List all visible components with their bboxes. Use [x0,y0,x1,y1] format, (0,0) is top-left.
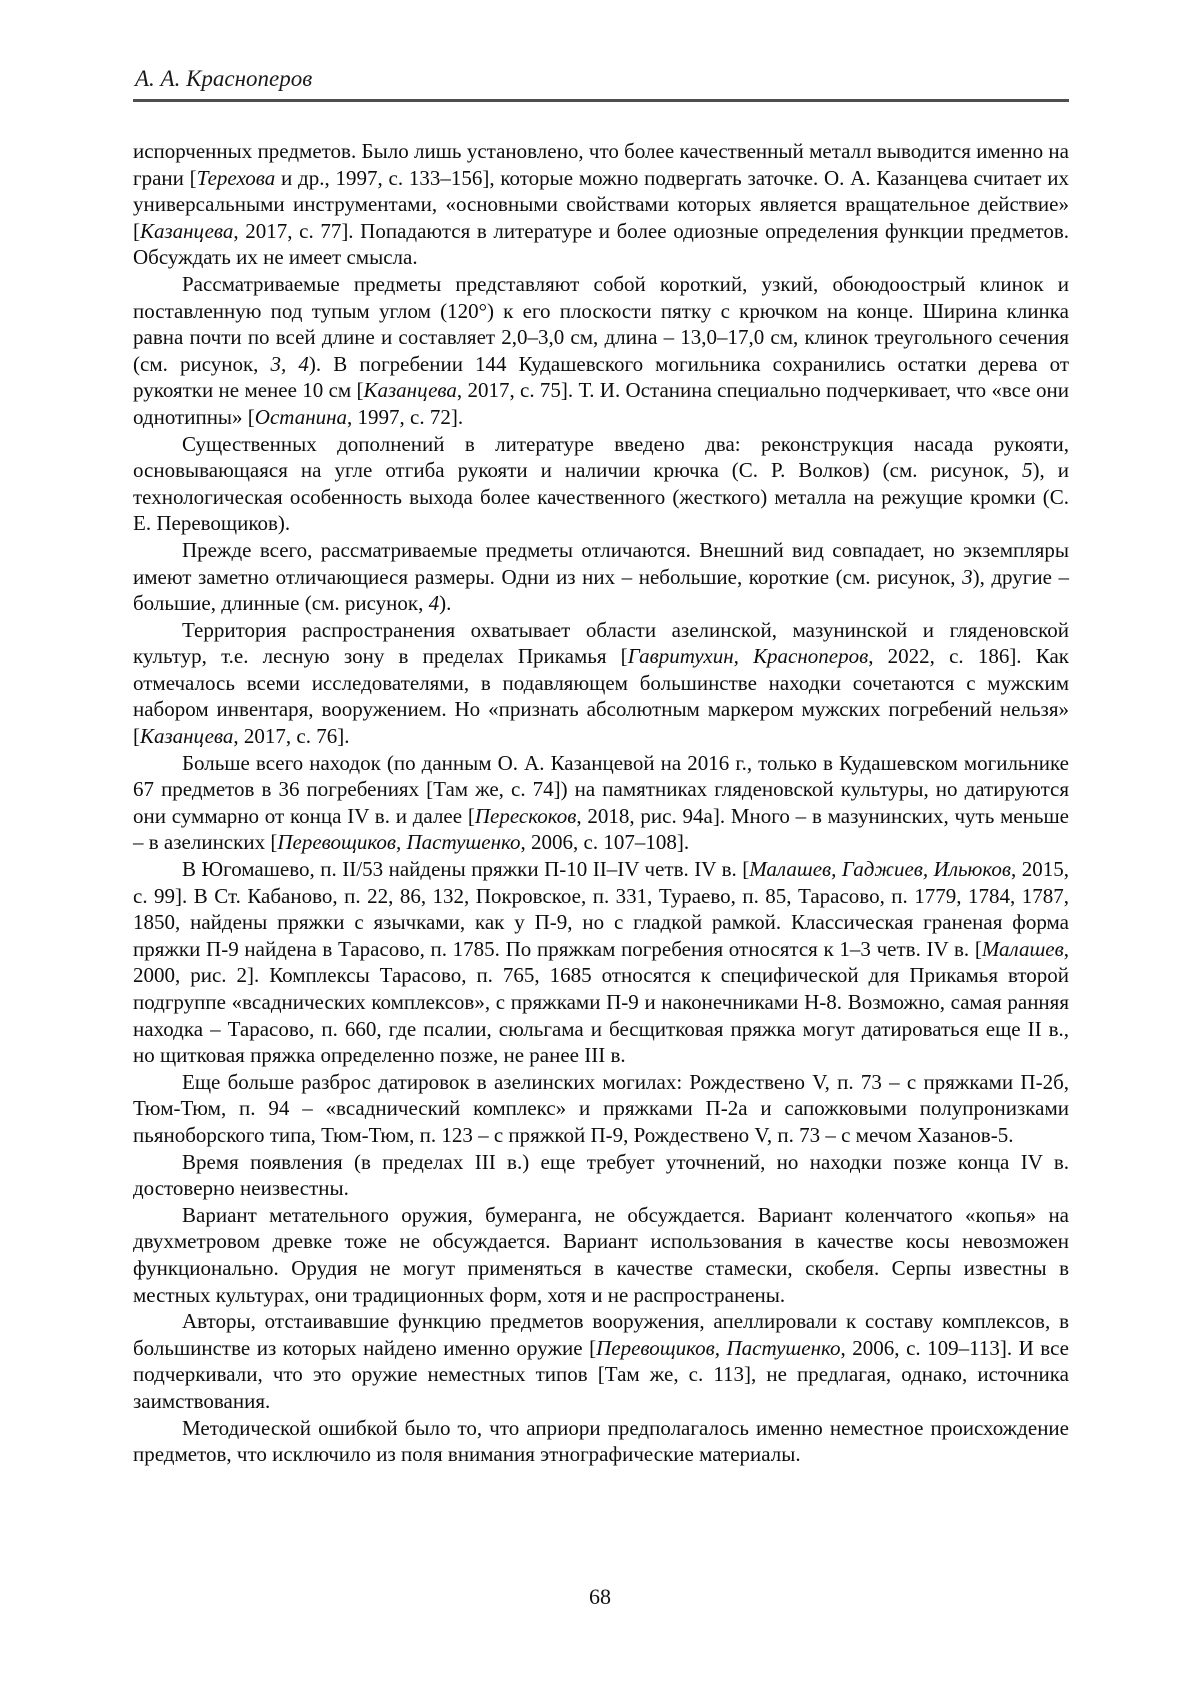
paragraph: В Югомашево, п. II/53 найдены пряжки П-10 II–IV четв. IV в. [Малашев, Гаджиев, Ильюков, 2015, с. 99]. В Ст. Кабаново, п. 22, 86, 132, Покровское, п. 331, Тураево, п. 85, Тарасово, п. 1779, 1784, 1787, 1850, найдены пряжки с язычками, как у П-9, но с гладкой рамкой. Классическая граненая форма пряжки П-9 найдена в Тарасово, п. 1785. По пряжкам погребения относятся к 1–3 четв. IV в. [Малашев, 2000, рис. 2]. Комплексы Тарасово, п. 765, 1685 относятся к специфической для Прикамья второй подгруппе «всаднических комплексов», с пряжками П-9 и наконечниками Н-8. Возможно, самая ранняя находка – Тарасово, п. 660, где псалии, сюльгама и бесщитковая пряжка могут датироваться еще II в., но щитковая пряжка определенно позже, не ранее III в. [133,857,1070,1068]
paragraph: Вариант метательного оружия, бумеранга, не обсуждается. Вариант коленчатого «копья» на двухметровом древке тоже не обсуждается. Вариант использования в качестве косы невозможен функционально. Орудия не могут применяться в качестве стамески, скобеля. Серпы известны в местных культурах, они традиционных форм, хотя и не распространены. [133,1202,1069,1307]
italic-citation-text: Малашев [981,936,1064,961]
italic-citation-text: Перевощиков, Пастушенко [277,830,521,855]
page-footer [0,1584,1200,1610]
italic-citation-text: 3 [962,564,973,589]
paragraph: испорченных предметов. Было лишь установлено, что более качественный металл выводится именно на грани [Терехова и др., 1997, с. 133–156], которые можно подвергать заточке. О. А. Казанцева считает их универсальными инструментами, «основными свойствами которых является вращательное действие» [Казанцева, 2017, с. 77]. Попадаются в литературе и более одиозные определения функции предметов. Обсуждать их не имеет смысла. [133,139,1069,270]
paragraph: Территория распространения охватывает области азелинской, мазунинской и гляденовской культур, т.е. лесную зону в пределах Прикамья [Гавритухин, Красноперов, 2022, с. 186]. Как отмечалось всеми исследователями, в подавляющем большинстве находки сочетаются с мужским набором инвентаря, вооружением. Но «признать абсолютным маркером мужских погребений нельзя» [Казанцева, 2017, с. 76]. [133,617,1069,749]
italic-citation-text: 5 [1022,458,1033,483]
italic-citation-text: Перескоков [474,803,577,828]
paragraph: Методической ошибкой было то, что априори предполагалось именно неместное происхождение предметов, что исключило из поля внимания этнографические материалы. [133,1415,1069,1467]
italic-citation-text: Перевощиков, Пастушенко [596,1335,841,1360]
page-number: 68 [589,1584,611,1609]
running-header [133,66,1069,102]
italic-citation-text: Казанцева [140,218,234,243]
italic-citation-text: Гавритухин, Красноперов [627,644,869,669]
paragraph: Прежде всего, рассматриваемые предметы отличаются. Внешний вид совпадает, но экземпляры имеют заметно отличающиеся размеры. Одни из них – небольшие, короткие (см. рисунок, 3), другие – большие, длинные (см. рисунок, 4). [133,537,1070,616]
header-rule [133,99,1069,102]
running-head-author: А. А. Красноперов [135,66,313,91]
paragraph: Авторы, отстаивавшие функцию предметов вооружения, апеллировали к составу комплексов, в большинстве из которых найдено именно оружие [Перевощиков, Пастушенко, 2006, с. 109–113]. И все подчеркивали, что это оружие неместных типов [Там же, с. 113], не предлагая, однако, источника заимствования. [133,1309,1070,1413]
italic-citation-text: 4 [428,591,440,616]
paragraph: Больше всего находок (по данным О. А. Казанцевой на 2016 г., только в Кудашевском могильнике 67 предметов в 36 погребениях [Там же, с. 74]) на памятниках гляденовской культуры, но датируются они суммарно от конца IV в. и далее [Перескоков, 2018, рис. 94а]. Много – в мазунинских, чуть меньше – в азелинских [Перевощиков, Пастушенко, 2006, с. 107–108]. [133,750,1069,855]
italic-citation-text: Казанцева [363,378,457,403]
article-body [133,138,1069,1468]
paragraph: Рассматриваемые предметы представляют собой короткий, узкий, обоюдоострый клинок и поставленную под тупым углом (120°) к его плоскости пятку с крючком на конце. Ширина клинка равна почти по всей длине и составляет 2,0–3,0 см, длина – 13,0–17,0 см, клинок треугольного сечения (см. рисунок, 3, 4). В погребении 144 Кудашевского могильника сохранились остатки дерева от рукоятки не менее 10 см [Казанцева, 2017, с. 75]. Т. И. Останина специально подчеркивает, что «все они однотипны» [Останина, 1997, с. 72]. [133,271,1070,429]
italic-citation-text: 3, 4 [270,351,309,376]
italic-citation-text: Малашев, Гаджиев, Ильюков [749,857,1011,882]
paragraph: Время появления (в пределах III в.) еще требует уточнений, но находки позже конца IV в. достоверно неизвестны. [133,1149,1069,1201]
paragraph: Существенных дополнений в литературе введено два: реконструкция насада рукояти, основывающаяся на угле отгиба рукояти и наличии крючка (С. Р. Волков) (см. рисунок, 5), и технологическая особенность выхода более качественного (жесткого) металла на режущие кромки (С. Е. Перевощиков). [133,431,1069,536]
italic-citation-text: Останина [254,404,348,429]
italic-citation-text: Казанцева [140,724,234,749]
paragraph: Еще больше разброс датировок в азелинских могилах: Рождествено V, п. 73 – с пряжками П-2б, Тюм-Тюм, п. 94 – «всаднический комплекс» и пряжками П-2а и сапожковыми полупронизками пьяноборского типа, Тюм-Тюм, п. 123 – с пряжкой П-9, Рождествено V, п. 73 – с мечом Хазанов-5. [133,1069,1069,1147]
italic-citation-text: Терехова [196,165,276,190]
